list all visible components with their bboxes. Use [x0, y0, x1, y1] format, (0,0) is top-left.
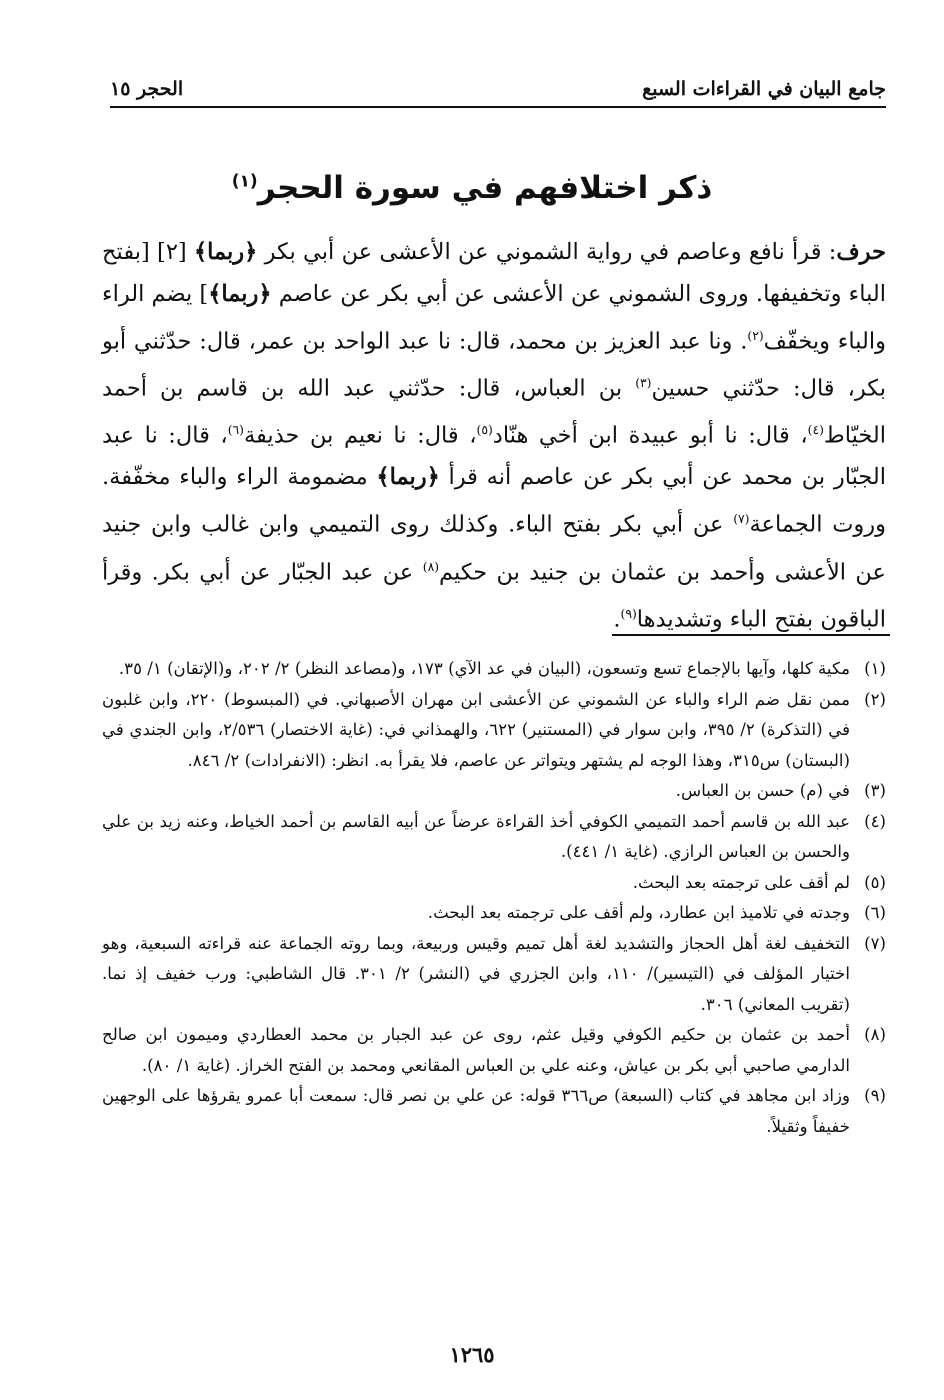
- text-segment: بن العباس، قال: حدّثني عبد الله بن قاسم بن أحمد الخيّاط: [102, 375, 886, 449]
- page-number: ١٢٦٥: [449, 1342, 495, 1367]
- surah-indicator: الحجر ١٥: [110, 78, 184, 100]
- footnote-text: وزاد ابن مجاهد في كتاب (السبعة) ص٣٦٦ قوله: عن علي بن نصر قال: سمعت أبا عمرو يقرؤها على الوجهين خفيفاً وثقيلاً.: [102, 1086, 850, 1136]
- footnote-number: (٣): [864, 781, 886, 800]
- footnotes: [102, 654, 886, 1142]
- footnote-text: وجدته في تلاميذ ابن عطارد، ولم أقف على ترجمته بعد البحث.: [427, 903, 850, 922]
- footnote: [102, 898, 886, 929]
- footnote-ref: (٣): [635, 375, 652, 390]
- text-segment: ، قال: نا نعيم بن حذيفة: [243, 422, 477, 449]
- footnote: [102, 1081, 886, 1142]
- lead-word: حرف: [836, 239, 887, 265]
- footnote-ref: (٨): [422, 559, 440, 574]
- text-segment: ] يضم الراء والباء ويخفّف: [102, 280, 886, 355]
- text-segment: عن أبي بكر بفتح الباء. وكذلك روى التميمي وابن غالب وابن جنيد عن الأعشى وأحمد بن عثمان بن جنيد بن حكيم: [102, 511, 886, 586]
- footnote-text: عبد الله بن قاسم أحمد التميمي الكوفي أخذ القراءة عرضاً عن أبيه القاسم بن أحمد الخياط، وعنه زيد بن علي والحسن بن العباس الرازي. (غاية ١/ ٤٤١).: [102, 811, 850, 861]
- footnote: [102, 807, 886, 868]
- footnote: [102, 685, 886, 777]
- footnote-number: (٧): [864, 933, 886, 953]
- footnote: [102, 1020, 886, 1081]
- chapter-title-text: ذكر اختلافهم في سورة الحجر: [257, 170, 713, 206]
- footnote: [102, 654, 886, 685]
- footnote-number: (٩): [864, 1086, 886, 1105]
- text-segment: . ونا عبد العزيز بن محمد، قال: نا عبد الواحد بن عمر، قال: حدّثني أبو بكر، قال: حدّثني حسين: [102, 328, 886, 402]
- footnote-ref: (٤): [807, 423, 824, 438]
- text-segment: .: [613, 606, 621, 633]
- footnote-number: (٦): [864, 903, 886, 922]
- footnote-separator: [612, 634, 890, 636]
- footnote-ref: (٥): [476, 423, 493, 438]
- text-segment: : قرأ نافع وعاصم في رواية الشموني عن الأعشى عن أبي بكر: [257, 239, 837, 265]
- footnote-ref: (١): [231, 171, 258, 192]
- footnote-text: مكية كلها، وآيها بالإجماع تسع وتسعون، (البيان في عد الآي) ١٧٣، و(مصاعد النظر) ٢/ ٢٠٢، و(الإتقان) ١/ ٣٥.: [118, 659, 850, 678]
- text-segment: عن عبد الجبّار عن أبي بكر. وقرأ الباقون بفتح الباء وتشديدها: [102, 559, 886, 633]
- footnote-number: (٥): [864, 872, 886, 892]
- footnote: [102, 929, 886, 1021]
- footnote: [102, 776, 886, 807]
- running-header: [110, 66, 886, 108]
- book-title: جامع البيان في القراءات السبع: [642, 78, 886, 100]
- footnote-number: (١): [864, 659, 886, 678]
- main-text: [102, 232, 886, 641]
- footnote-text: التخفيف لغة أهل الحجاز والتشديد لغة أهل تميم وقيس وربيعة، وبما روته الجماعة عنه قراءته السبعية، وهو اختيار المؤلف في (التيسير)/ ١١٠، وابن الجزري في (النشر) ٢/ ٣٠١. قال الشاطبي: ورب خفيف إذ نما. (تقريب المعاني) ٣٠٦.: [102, 933, 850, 1014]
- quran-quote: ﴿ربما﴾: [208, 280, 272, 307]
- footnote-text: لم أقف على ترجمته بعد البحث.: [632, 872, 850, 892]
- text-segment: [٢] [بفتح الباء وتخفيفها. وروى الشموني عن الأعشى عن أبي بكر عن عاصم: [102, 239, 886, 307]
- footnote-number: (٤): [864, 811, 886, 831]
- footnote-number: (٢): [864, 689, 886, 709]
- footnote-text: في (م) حسن بن العباس.: [675, 781, 850, 800]
- text-segment: مضمومة الراء والباء مخفّفة. وروت الجماعة: [102, 464, 886, 538]
- footnote-ref: (٧): [733, 512, 750, 527]
- footnote-text: ممن نقل ضم الراء والباء عن الشموني عن الأعشى ابن مهران الأصبهاني. في (المبسوط) ٢٢٠، وابن غلبون في (التذكرة) ٢/ ٣٩٥، وابن سوار في (المستنير) ٦٢٢، والهمذاني في: (غاية الاختصار) ٢/٥٣٦، وابن الجندي في (البستان) س٣١٥، وهذا الوجه لم يشتهر ويتواتر عن عاصم، فلا يقرأ به. انظر: (الانفرادات) ٢/ ٨٤٦.: [102, 689, 851, 770]
- footnote-ref: (٦): [227, 423, 244, 438]
- footnote: [102, 868, 886, 899]
- footnote-ref: (٢): [747, 328, 764, 343]
- chapter-title: [0, 170, 944, 206]
- text-segment: ، قال: نا عبد الجبّار بن محمد عن أبي بكر عن عاصم أنه قرأ: [102, 422, 886, 491]
- footnote-ref: (٩): [620, 606, 637, 621]
- quran-quote: ﴿ربما﴾: [376, 464, 440, 491]
- footnote-text: أحمد بن عثمان بن حكيم الكوفي وقيل عثم، روى عن عبد الجبار بن محمد العطاردي وميمون ابن صالح الدارمي صاحبي أبي بكر بن عياش، وعنه علي بن العباس المقانعي ومحمد بن الفتح الخراز. (غاية ١/ ٨٠).: [102, 1025, 850, 1075]
- footnote-number: (٨): [864, 1025, 886, 1044]
- text-segment: ، قال: نا أبو عبيدة ابن أخي هنّاد: [492, 422, 808, 449]
- quran-quote: ﴿ربما﴾: [193, 239, 258, 265]
